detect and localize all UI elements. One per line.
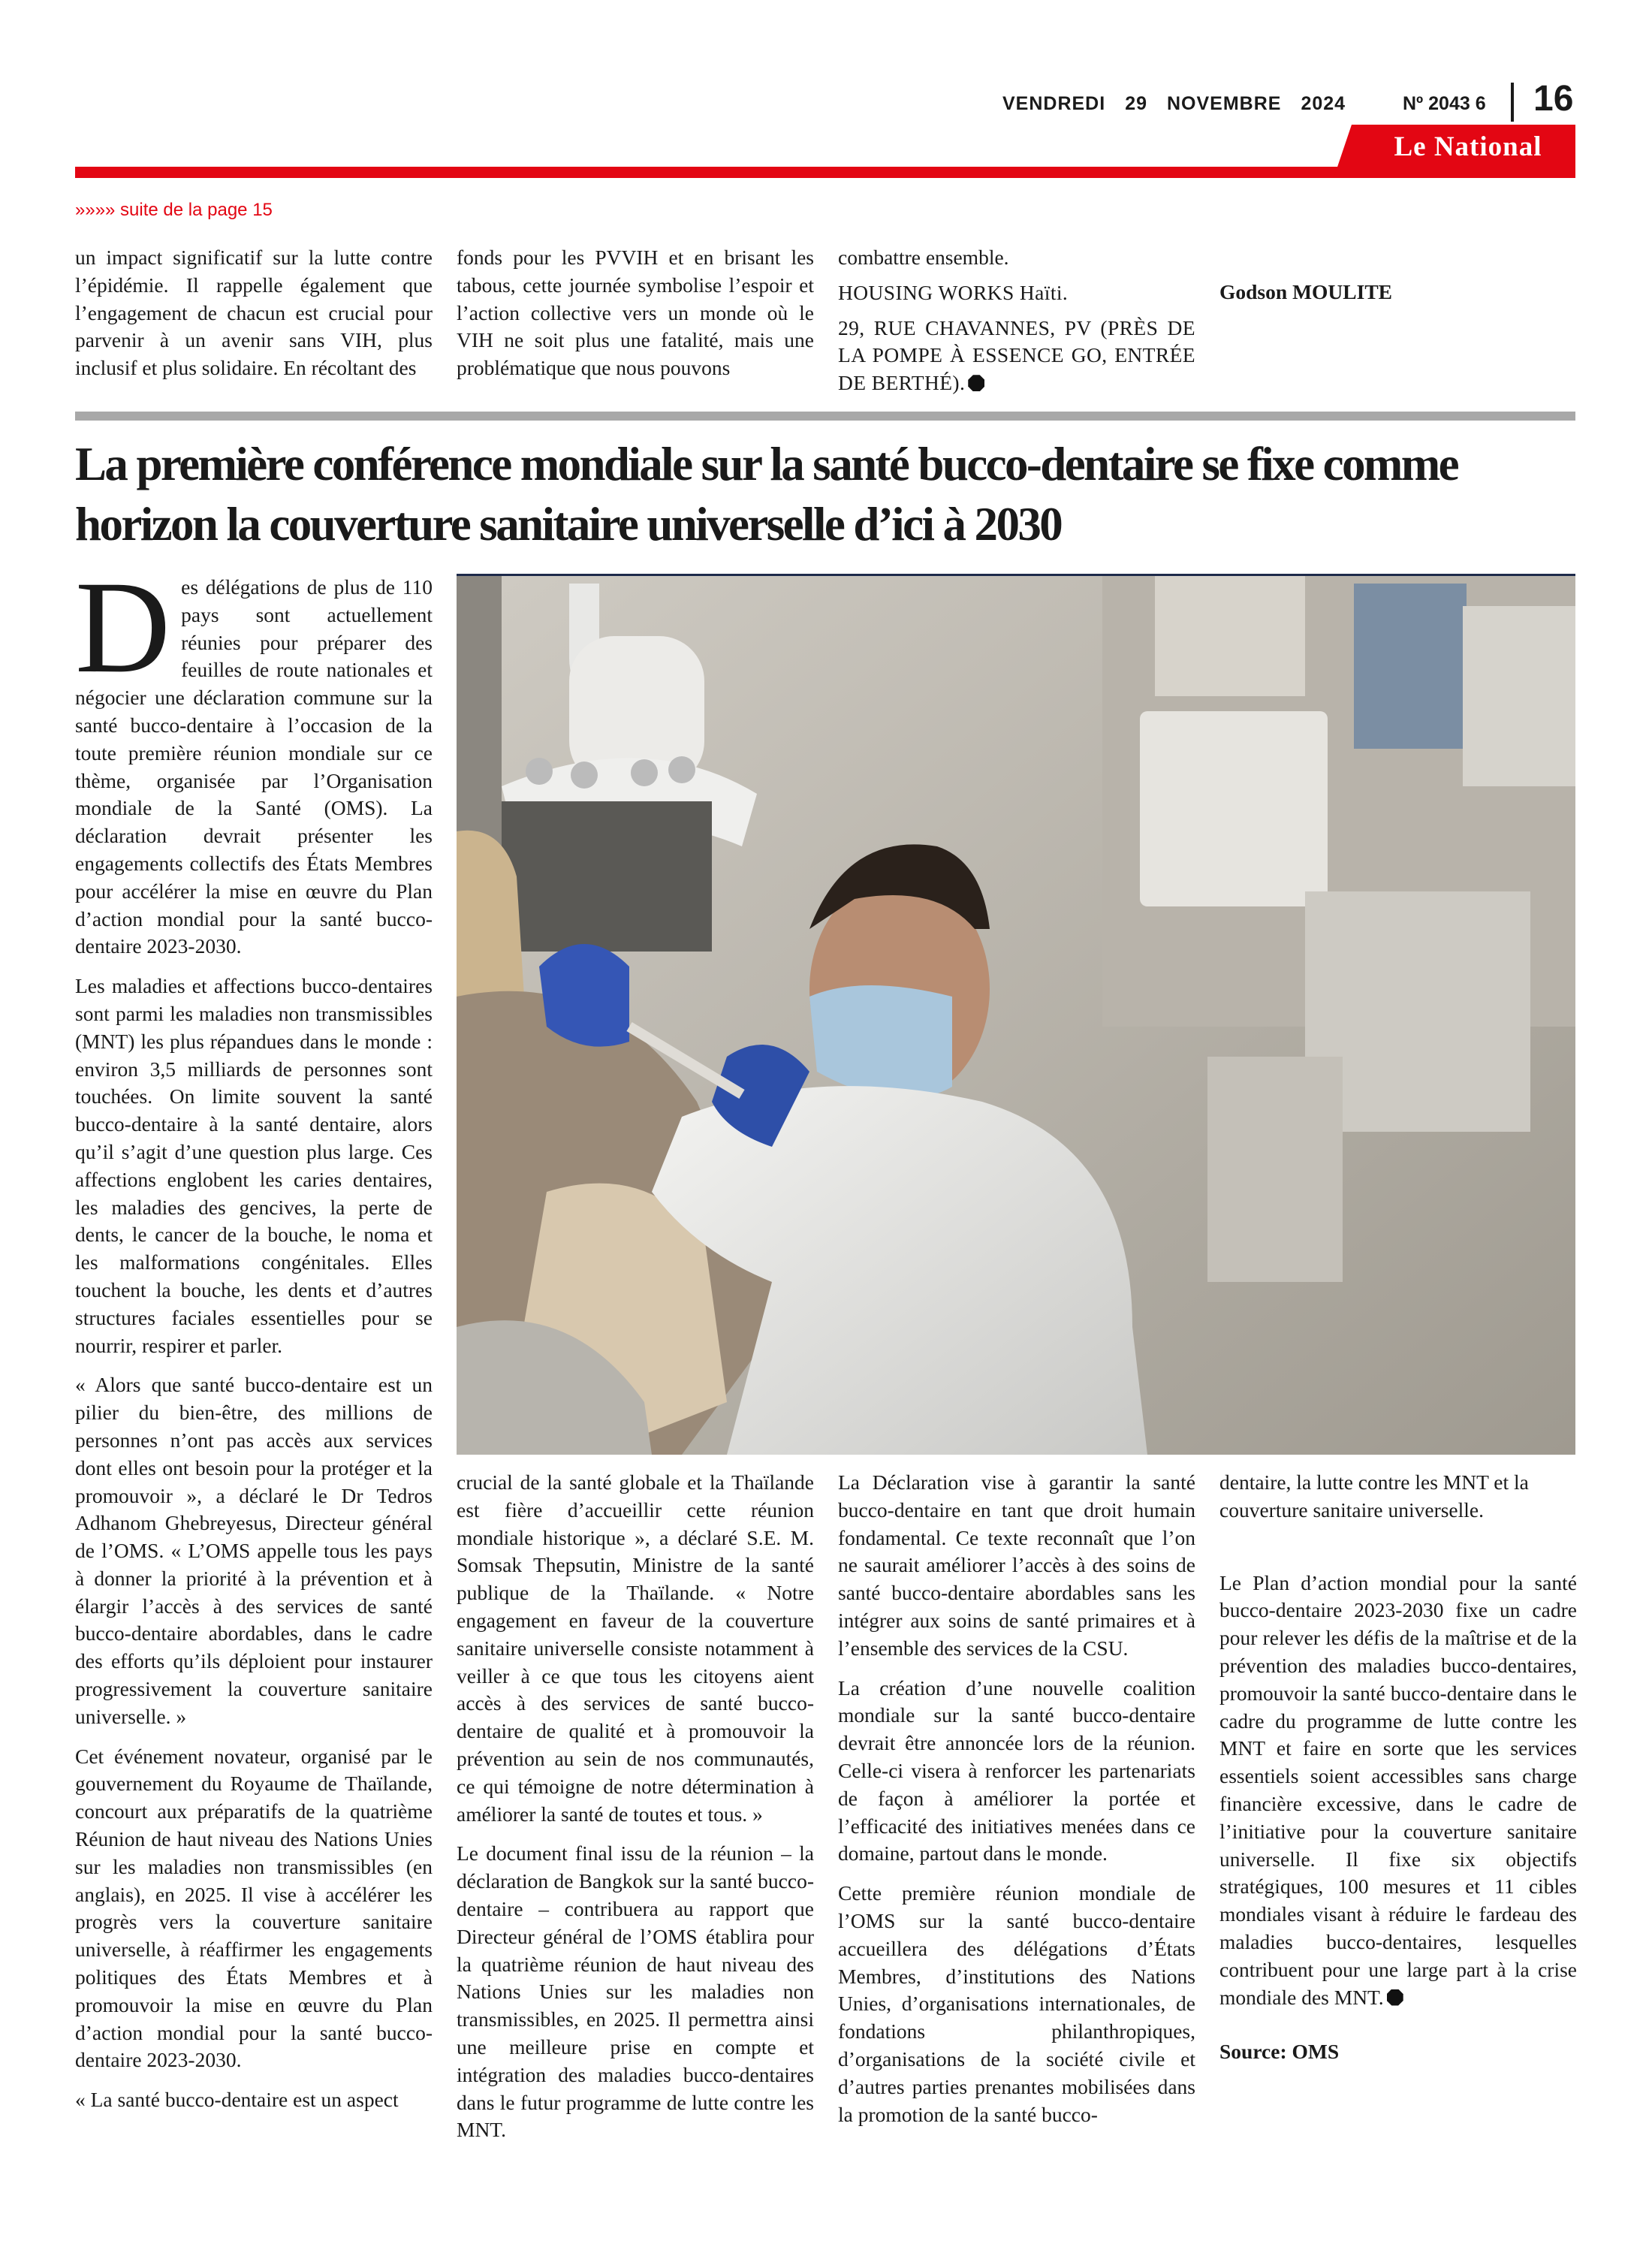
newspaper-name: Le National — [1394, 131, 1542, 162]
article-column-2 — [457, 1469, 814, 2156]
author-last-name: MOULITE — [1292, 280, 1392, 303]
previous-article-col1 — [75, 244, 433, 394]
paragraph: crucial de la santé globale et la Thaïlande est fière d’accueillir cette réunion mondiale historique », a déclaré S.E. M. Somsak Thepsutin, Ministre de la santé publique de la Thaïlande. « Notre engagement en faveur de la couverture sanitaire universelle consiste notamment à veiller à ce que tous les citoyens aient accès à des services de santé bucco-dentaire de qualité et à promouvoir la prévention au sein de nos communautés, ce qui témoigne de notre détermination à améliorer la santé de toutes et tous. » — [457, 1470, 814, 1826]
previous-article-text: fonds pour les PVVIH et en brisant les tabous, cette journée symbolise l’espoir et l’action collective vers un monde où le VIH ne soit plus une fatalité, mais une problématique que nous pouvons — [457, 246, 814, 380]
paragraph: « Alors que santé bucco-dentaire est un pilier du bien-être, des millions de personnes n’ont pas accès aux services dont elles ont besoin pour la protéger et la promouvoir », a déclaré le Dr Tedros Adhanom Ghebreyesus, Directeur général de l’OMS. « L’OMS appelle tous les pays à donner la priorité à la prévention et à élargir l’accès à des services de santé bucco-dentaire abordables, dans le cadre des efforts qu’ils déploient pour instaurer progressivement la couverture sanitaire universelle. » — [75, 1373, 433, 1728]
organization-name: HOUSING WORKS Haïti. — [838, 280, 1069, 304]
previous-article-author — [1219, 279, 1577, 306]
paragraph: Les maladies et affections bucco-dentaires sont parmi les maladies non transmissibles (MNT) les plus répandues dans le monde : environ 3,5 milliards de personnes sont touchées. On limite souvent la santé bucco-dentaire à la santé dentaire, alors qu’il s’agit d’une question plus large. Ces affections englobent les caries dentaires, les maladies des gencives, la perte de dents, le cancer de la bouche, le noma et les malformations congénitales. Elles touchent la bouche, les dents et d’autres structures faciales essentielles pour se nourrir, respirer et parler. — [75, 974, 433, 1357]
paragraph: Cette première réunion mondiale de l’OMS sur la santé bucco-dentaire accueillera des délégations d’États Membres, d’institutions des Nations Unies, d’organisations internationales, de fondations philanthropiques, d’organisations de la société civile et d’autres parties prenantes mobilisées dans la promotion de la santé bucco- — [838, 1881, 1195, 2126]
article-column-1 — [75, 554, 433, 2126]
date-day: VENDREDI — [1002, 93, 1106, 114]
paragraph: dentaire, la lutte contre les MNT et la couverture sanitaire universelle. — [1219, 1470, 1529, 1522]
previous-article-col3 — [838, 244, 1195, 397]
article-separator — [75, 412, 1575, 421]
author-first-name: Godson — [1219, 280, 1288, 303]
article-photo — [457, 574, 1575, 1455]
organization-address: 29, RUE CHAVANNES, PV (PRÈS DE LA POMPE À ESSENCE GO, ENTRÉE DE BERTHÉ). — [838, 315, 1195, 395]
previous-article-col2 — [457, 244, 814, 394]
closing-line: combattre ensemble. — [838, 246, 1009, 269]
page-number: 16 — [1533, 79, 1574, 119]
continued-from-note: »»»» suite de la page 15 — [75, 200, 273, 220]
article-source: Source: OMS — [1219, 2040, 1340, 2064]
issue-number: Nº 2043 6 — [1403, 93, 1486, 114]
previous-article-text: un impact significatif sur la lutte contre l’épidémie. Il rappelle également que l’engagement de chacun est crucial pour parvenir à un avenir sans VIH, plus inclusif et plus solidaire. En récoltant des — [75, 246, 433, 380]
date-year: 2024 — [1301, 93, 1346, 114]
article-column-3 — [838, 1469, 1195, 2140]
paragraph: es délégations de plus de 110 pays sont actuellement réunies pour préparer des feuilles de route nationales et négocier une déclaration commune sur la santé bucco-dentaire à l’occasion de la toute première réunion mondiale sur ce thème, organisée par l’Organisation mondiale de la Santé (OMS). La déclaration devrait présenter les engagements collectifs des États Membres pour accélérer la mise en œuvre du Plan d’action mondial pour la santé bucco-dentaire 2023-2030. — [75, 575, 433, 958]
date-number: 29 — [1125, 93, 1147, 114]
paragraph: La création d’une nouvelle coalition mondiale sur la santé bucco-dentaire devrait être annoncée lors de la réunion. Celle-ci visera à renforcer les partenariats de façon à améliorer la portée et l’efficacité des initiatives menées dans ce domaine, partout dans le monde. — [838, 1675, 1195, 1865]
end-mark-icon — [968, 375, 984, 391]
paragraph: Le Plan d’action mondial pour la santé bucco-dentaire 2023-2030 fixe un cadre pour relever les défis de la maîtrise et de la prévention des maladies bucco-dentaires, promouvoir la santé bucco-dentaire dans le cadre du programme de lutte contre les MNT et faire en sorte que les services essentiels soient accessibles sans charge financière excessive, dans le cadre de l’initiative pour la couverture sanitaire universelle. Il fixe six objectifs stratégiques, 100 mesures et 11 cibles mondiales visant à réduire le fardeau des maladies bucco-dentaires, lesquelles contribuent pour une large part à la crise mondiale des MNT. — [1219, 1570, 1577, 2009]
drop-cap: D — [75, 554, 171, 701]
paragraph: Cet événement novateur, organisé par le gouvernement du Royaume de Thaïlande, concourt aux préparatifs de la quatrième Réunion de haut niveau des Nations Unies sur les maladies non transmissibles (en anglais), en 2025. Il vise à accélérer les progrès vers la couverture sanitaire universelle, à réaffirmer les engagements politiques des États Membres et à promouvoir la mise en œuvre du Plan d’action mondial pour la santé bucco-dentaire 2023-2030. — [75, 1744, 433, 2072]
paragraph: « La santé bucco-dentaire est un aspect — [75, 2088, 399, 2112]
date-month: NOVEMBRE — [1167, 93, 1282, 114]
end-mark-icon — [1387, 1989, 1403, 2006]
header-divider — [1511, 83, 1514, 122]
paragraph: La Déclaration vise à garantir la santé bucco-dentaire en tant que droit humain fondamental. Ce texte reconnaît que l’on ne saurait améliorer l’accès à des soins de santé bucco-dentaire abordables sans les intégrer aux soins de santé primaires et à l’ensemble des services de la CSU. — [838, 1470, 1195, 1660]
issue-date — [1002, 93, 1365, 115]
article-column-4 — [1219, 1469, 1577, 2078]
article-headline: La première conférence mondiale sur la santé bucco-dentaire se fixe comme horizon la couverture sanitaire universelle d’ici à 2030 — [75, 438, 1458, 550]
paragraph: Le document final issu de la réunion – la déclaration de Bangkok sur la santé bucco-dentaire – contribuera au rapport que Directeur général de l’OMS établira pour la quatrième réunion de haut niveau des Nations Unies sur les maladies non transmissibles, en 2025. Il permettra ainsi une meilleure prise en compte et intégration des maladies bucco-dentaires dans le futur programme de lutte contre les MNT. — [457, 1841, 814, 2142]
